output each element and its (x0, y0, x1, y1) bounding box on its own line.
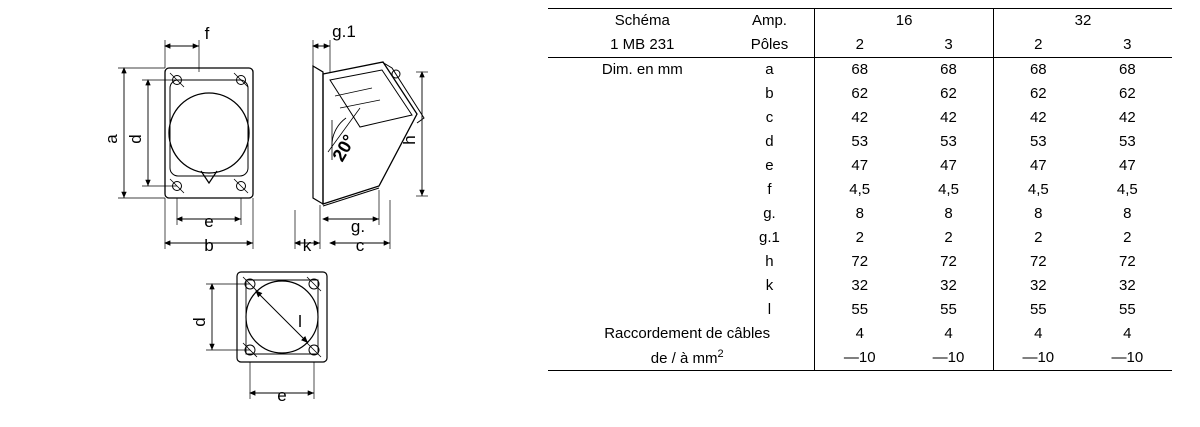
row-dim: d (725, 130, 815, 154)
row-value: 53 (940, 132, 957, 150)
cable-row-2 (548, 346, 1172, 371)
cable-value: 4 (993, 322, 1082, 346)
row-value: 4,5 (1116, 180, 1138, 198)
row-value: 4,5 (938, 180, 959, 198)
table-row (548, 58, 1172, 83)
amp-label: Amp. (725, 9, 815, 34)
row-value: 62 (1119, 84, 1136, 102)
dim-label-b: b (204, 236, 214, 255)
cable-range-label (548, 346, 815, 371)
row-value: 42 (1119, 108, 1136, 126)
row-spacer (548, 154, 725, 178)
table-row (548, 154, 1172, 178)
row-value: 2 (993, 226, 1082, 250)
row-dim: l (725, 298, 815, 322)
cable-value: —10 (904, 346, 993, 371)
cable-row-1 (548, 322, 1172, 346)
table-header-poles-row (548, 33, 1172, 58)
cable-range-text: de / à mm (650, 350, 718, 368)
product-code: 1 MB 231 (548, 33, 725, 58)
poles-16-3: 3 (904, 33, 993, 58)
row-spacer (548, 250, 725, 274)
spec-table (548, 8, 1172, 371)
table-row (548, 202, 1172, 226)
dim-label-l: l (298, 312, 302, 331)
row-value: 2 (944, 228, 953, 246)
row-value: 32 (940, 276, 957, 294)
row-value: 4,5 (849, 180, 871, 198)
row-spacer (548, 226, 725, 250)
row-value: 47 (993, 154, 1082, 178)
dim-label-f: f (204, 24, 210, 43)
row-spacer (548, 202, 725, 226)
poles-32-3: 3 (1083, 33, 1172, 58)
table-row (548, 178, 1172, 202)
row-dim: g.1 (725, 226, 815, 250)
row-value: 72 (993, 250, 1082, 274)
row-value: 55 (940, 300, 957, 318)
table-row (548, 226, 1172, 250)
table-row (548, 250, 1172, 274)
row-dim: c (725, 106, 815, 130)
row-value: 72 (851, 252, 869, 270)
row-dim: e (725, 154, 815, 178)
row-spacer (548, 274, 725, 298)
schema-label: Schéma (548, 9, 725, 34)
dim-label-angle: 20° (328, 131, 360, 165)
row-value: 55 (993, 298, 1082, 322)
amp-group-16: 16 (815, 9, 994, 34)
row-value: 47 (940, 156, 957, 174)
dim-label-a: a (102, 134, 121, 144)
row-value: 42 (993, 106, 1082, 130)
row-value: 68 (993, 58, 1082, 83)
row-value: 32 (1119, 276, 1136, 294)
table-row (548, 106, 1172, 130)
cable-value: —10 (1083, 346, 1172, 371)
row-value: 62 (940, 84, 957, 102)
row-spacer (548, 130, 725, 154)
row-dim: k (725, 274, 815, 298)
cable-value: 4 (1123, 324, 1132, 342)
table-row (548, 82, 1172, 106)
row-value: 55 (851, 300, 869, 318)
cable-value: 4 (855, 324, 864, 342)
poles-16-2: 2 (815, 33, 904, 58)
drawing-canvas (0, 0, 540, 427)
table-header-amp-row (548, 9, 1172, 34)
row-value: 47 (851, 156, 869, 174)
row-value: 72 (1119, 252, 1136, 270)
row-spacer (548, 298, 725, 322)
row-dim: b (725, 82, 815, 106)
cable-value: 4 (944, 324, 953, 342)
row-value: 42 (940, 108, 957, 126)
row-spacer (548, 106, 725, 130)
dim-label-g1: g.1 (332, 22, 356, 41)
row-value: 68 (851, 60, 869, 78)
cable-value: —10 (815, 346, 904, 371)
dim-en-mm-label: Dim. en mm (601, 60, 683, 78)
row-value: 62 (993, 82, 1082, 106)
row-spacer (548, 82, 725, 106)
row-value: 68 (1119, 60, 1136, 78)
cable-value: —10 (993, 346, 1082, 371)
poles-label: Pôles (725, 33, 815, 58)
row-value: 62 (851, 84, 869, 102)
row-value: 8 (855, 204, 864, 222)
row-value: 2 (1123, 228, 1132, 246)
dim-label-d: d (126, 134, 145, 144)
row-value: 68 (940, 60, 957, 78)
row-value: 55 (1119, 300, 1136, 318)
dim-label-e2: e (277, 386, 287, 405)
row-dim: g. (725, 202, 815, 226)
row-value: 53 (1119, 132, 1136, 150)
dim-label-c: c (355, 236, 365, 255)
row-value: 32 (993, 274, 1082, 298)
technical-drawings (0, 0, 540, 427)
row-value: 53 (993, 130, 1082, 154)
row-value: 42 (851, 108, 869, 126)
row-dim: h (725, 250, 815, 274)
row-value: 32 (851, 276, 869, 294)
table-row (548, 274, 1172, 298)
row-value: 8 (1123, 204, 1132, 222)
row-value: 72 (940, 252, 957, 270)
dim-label-k: k (302, 236, 312, 255)
row-dim: f (725, 178, 815, 202)
row-value: 8 (944, 204, 953, 222)
row-spacer (548, 178, 725, 202)
dim-label-h: h (400, 135, 419, 145)
cable-connection-label: Raccordement de câbles (548, 322, 815, 346)
dim-label-d2: d (190, 317, 209, 327)
table-row (548, 130, 1172, 154)
table-row (548, 298, 1172, 322)
row-value: 47 (1119, 156, 1136, 174)
row-dim: a (725, 58, 815, 83)
row-value: 4,5 (993, 178, 1082, 202)
row-value: 8 (993, 202, 1082, 226)
poles-32-2: 2 (993, 33, 1082, 58)
cable-range-sup: 2 (717, 348, 724, 361)
dim-label-e: e (204, 212, 214, 231)
amp-group-32: 32 (993, 9, 1172, 34)
row-value: 2 (855, 228, 864, 246)
row-value: 53 (851, 132, 869, 150)
dim-label-g: g. (350, 217, 366, 236)
specification-table (548, 8, 1172, 420)
